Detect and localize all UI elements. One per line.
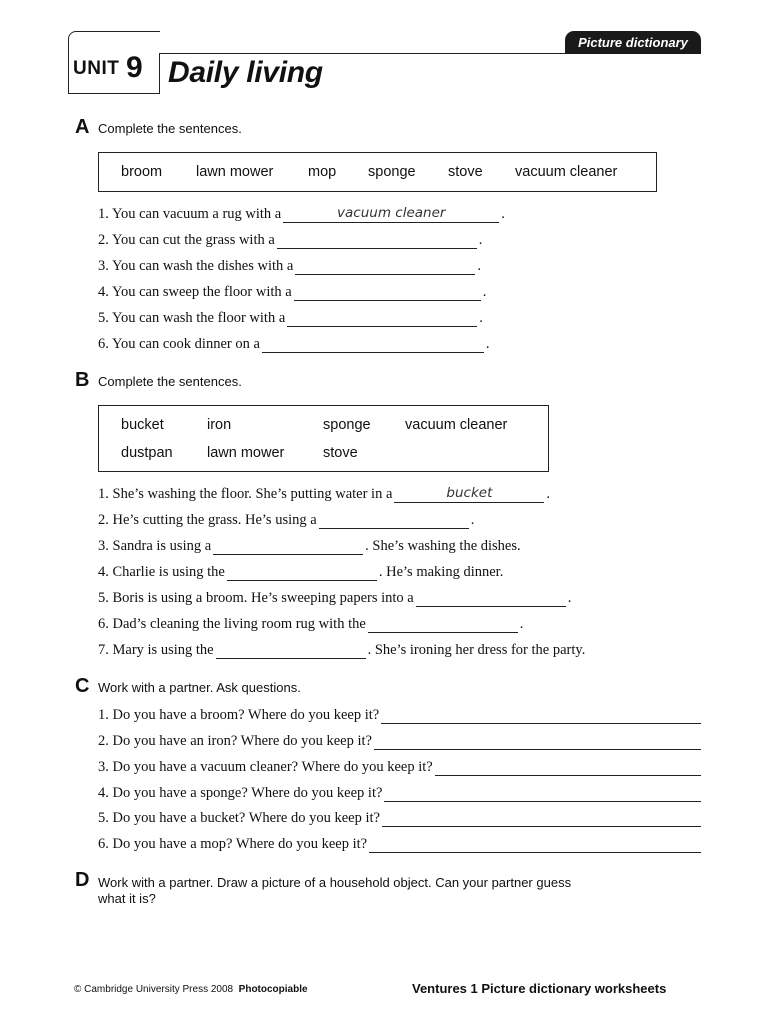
sentence-text: . She’s ironing her dress for the party. [367,642,586,658]
answer-blank[interactable] [319,512,469,529]
sentence-text: 3. You can wash the dishes with a [98,258,294,274]
sentence-text: 5. You can wash the floor with a [98,310,286,326]
word-box-item: mop [308,164,337,180]
exercise-a-item [98,284,486,301]
word-box-item: lawn mower [196,164,274,180]
unit-number: 9 [126,51,143,84]
sentence-text: . [470,512,475,528]
answer-blank[interactable] [382,810,701,827]
handwritten-answer: bucket [446,485,493,501]
sentence-text: . She’s washing the dishes. [365,538,521,554]
section-b-word-box [98,405,549,472]
word-box-item: sponge [368,164,416,180]
exercise-c-item [98,707,701,724]
section-a-word-box [98,152,657,192]
question-text: 2. Do you have an iron? Where do you keep it? [98,733,372,749]
answer-blank[interactable] [262,336,484,353]
sentence-text: . [482,284,487,300]
exercise-c-item [98,733,701,750]
answer-blank[interactable] [287,310,477,327]
sentence-text: 1. She’s washing the floor. She’s putting water in a [98,486,393,502]
word-box-item: lawn mower [207,445,285,461]
footer-series-title: Ventures 1 Picture dictionary worksheets [412,981,667,996]
question-text: 3. Do you have a vacuum cleaner? Where do you keep it? [98,759,433,775]
sentence-text: 2. He’s cutting the grass. He’s using a [98,512,317,528]
answer-blank[interactable] [374,733,701,750]
word-box-item: broom [121,164,163,180]
sentence-text: . [501,206,505,222]
exercise-c-item [98,836,701,853]
exercise-a-item [98,310,483,327]
exercise-b-item [98,642,585,659]
exercise-a-item [98,336,490,353]
section-a-instruction: Complete the sentences. [98,121,242,136]
answer-blank[interactable] [384,785,701,802]
section-b-letter: B [75,369,90,391]
copyright-text: © Cambridge University Press 2008 [74,984,234,995]
exercise-a-item [98,232,482,249]
sentence-text: . [485,336,490,352]
question-text: 1. Do you have a broom? Where do you keep it? [98,707,380,723]
page-title: Daily living [168,56,323,89]
word-box-item: vacuum cleaner [515,164,618,180]
section-c-instruction: Work with a partner. Ask questions. [98,680,301,695]
picture-dictionary-tab: Picture dictionary [565,31,701,54]
sentence-text: . [567,590,572,606]
section-c-letter: C [75,675,90,697]
answer-blank[interactable] [416,590,566,607]
sentence-text: . [478,232,483,248]
sentence-text: . [479,310,483,326]
section-d-instruction-line2: what it is? [98,891,156,906]
footer-copyright [74,984,308,995]
exercise-b-item [98,590,571,607]
exercise-c-item [98,785,701,802]
sentence-text: 3. Sandra is using a [98,538,212,554]
question-text: 4. Do you have a sponge? Where do you keep it? [98,785,383,801]
photocopiable-label: Photocopiable [238,984,308,995]
word-box-item: sponge [323,417,371,433]
sentence-text: . He’s making dinner. [378,564,504,580]
word-box-item: stove [448,164,483,180]
word-box-item: stove [323,445,358,461]
answer-blank[interactable] [368,616,518,633]
answer-blank[interactable] [435,759,701,776]
exercise-b-item [98,512,474,529]
word-box-item: bucket [121,417,164,433]
exercise-a-item [98,206,505,223]
sentence-text: 4. Charlie is using the [98,564,225,580]
answer-blank[interactable] [277,232,477,249]
handwritten-answer: vacuum cleaner [337,205,446,221]
sentence-text: . [546,486,551,502]
word-box-item: iron [207,417,232,433]
answer-blank[interactable] [216,642,366,659]
question-text: 5. Do you have a bucket? Where do you keep it? [98,810,380,826]
question-text: 6. Do you have a mop? Where do you keep it? [98,836,368,852]
answer-blank[interactable] [381,707,701,724]
sentence-text: 7. Mary is using the [98,642,214,658]
answer-blank[interactable] [295,258,475,275]
sentence-text: 5. Boris is using a broom. He’s sweeping papers into a [98,590,414,606]
sentence-text: 1. You can vacuum a rug with a [98,206,282,222]
section-d-letter: D [75,869,90,891]
sentence-text: 6. Dad’s cleaning the living room rug with the [98,616,366,632]
answer-blank[interactable] [213,538,363,555]
exercise-a-item [98,258,481,275]
answer-blank[interactable] [394,486,544,503]
section-d-instruction-line1: Work with a partner. Draw a picture of a household object. Can your partner guess [98,875,572,890]
sentence-text: . [519,616,524,632]
unit-label: UNIT [73,58,120,79]
word-box-item: dustpan [121,445,173,461]
exercise-c-item [98,759,701,776]
exercise-b-item [98,486,550,503]
sentence-text: 2. You can cut the grass with a [98,232,275,248]
answer-blank[interactable] [283,206,499,223]
sentence-text: . [477,258,481,274]
section-b-instruction: Complete the sentences. [98,374,242,389]
exercise-b-item [98,564,503,581]
exercise-b-item [98,616,523,633]
sentence-text: 6. You can cook dinner on a [98,336,260,352]
sentence-text: 4. You can sweep the floor with a [98,284,292,300]
answer-blank[interactable] [227,564,377,581]
answer-blank[interactable] [294,284,481,301]
unit-box-divider [159,53,160,94]
answer-blank[interactable] [369,836,701,853]
exercise-c-item [98,810,701,827]
exercise-b-item [98,538,521,555]
section-a-letter: A [75,116,90,138]
word-box-item: vacuum cleaner [405,417,508,433]
